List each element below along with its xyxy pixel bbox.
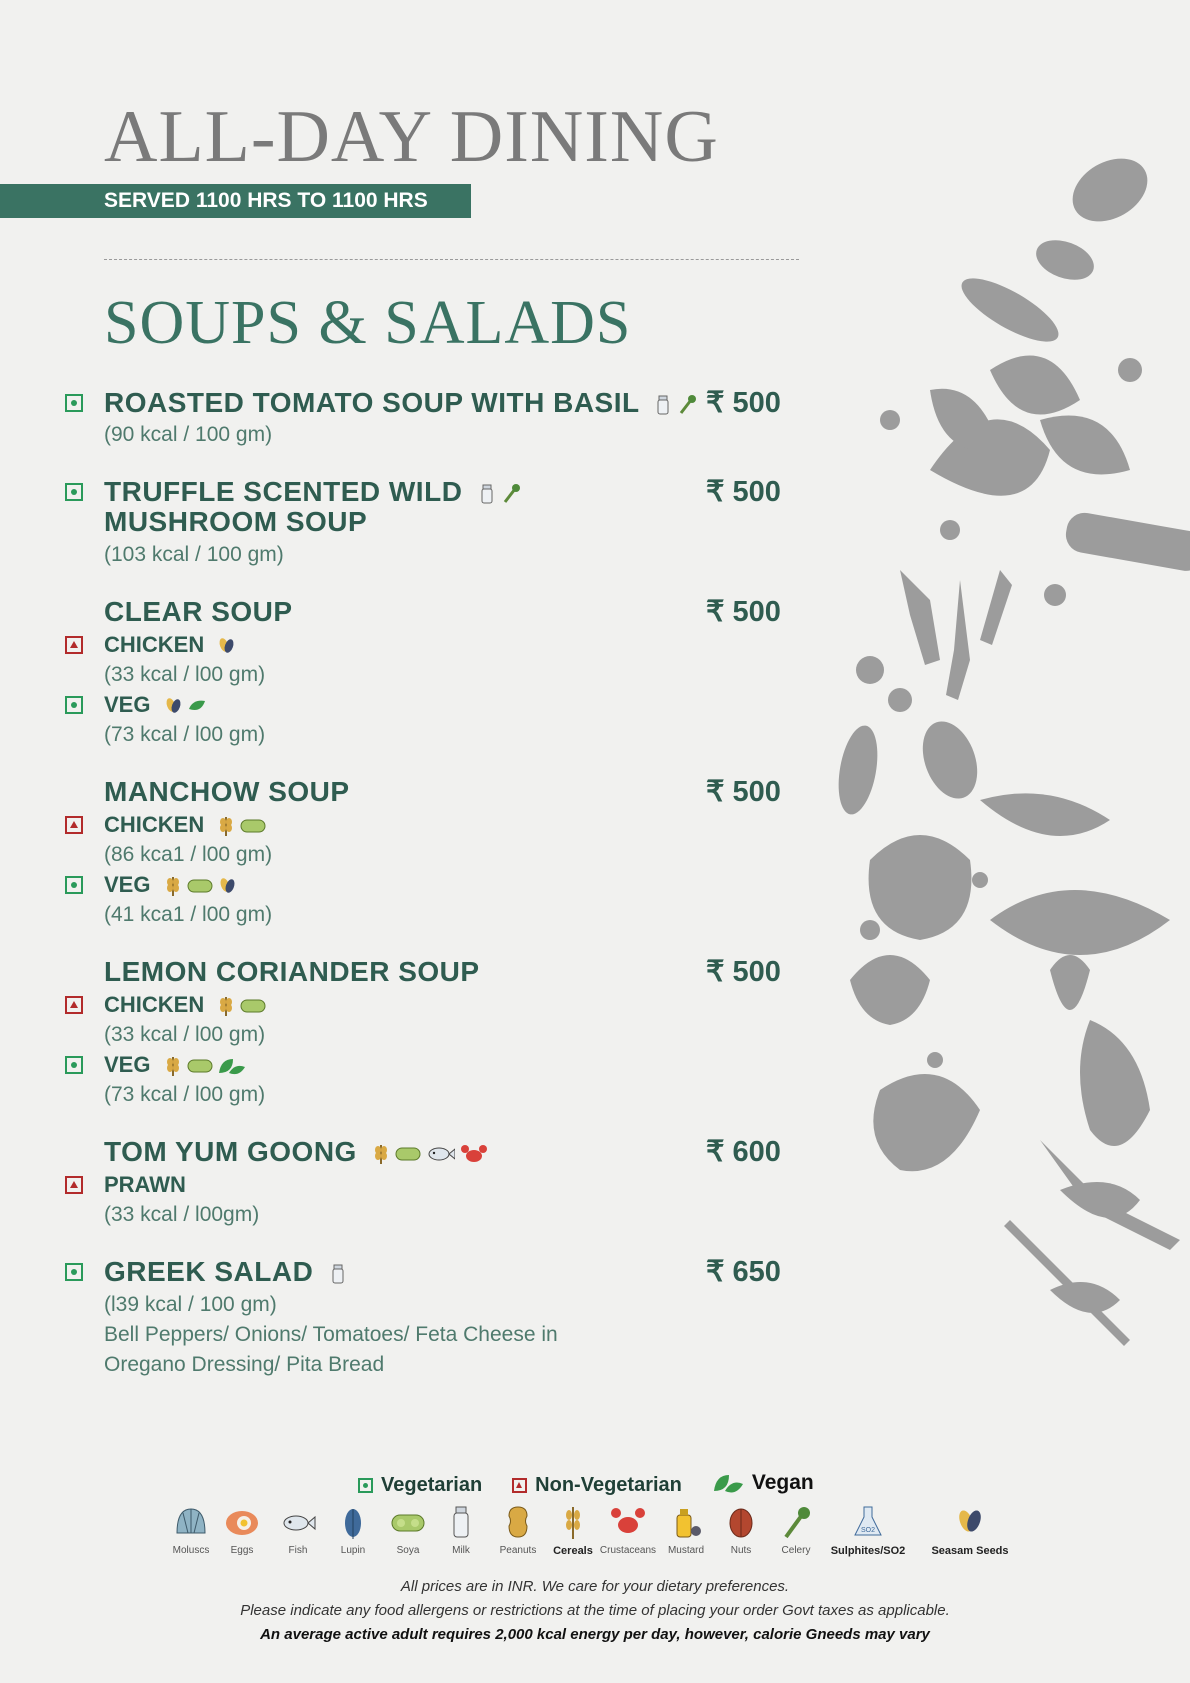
- allergen-celery: Celery: [761, 1505, 831, 1556]
- allergen-icons: [163, 1055, 247, 1077]
- item-price: ₹ 500: [706, 596, 781, 628]
- nonveg-mark: [65, 996, 83, 1014]
- sesame-seeds-icon: [163, 695, 183, 717]
- item-price: ₹ 500: [706, 476, 781, 508]
- fish-icon: [280, 1505, 316, 1539]
- item-price: ₹ 500: [706, 387, 781, 419]
- veg-mark: [65, 483, 83, 501]
- allergen-eggs: Eggs: [207, 1505, 277, 1556]
- legend-vegan: [712, 1471, 814, 1495]
- service-hours-banner: SERVED 1100 HRS TO 1100 HRS: [0, 184, 471, 218]
- mustard-icon: [668, 1505, 704, 1539]
- item-description-line2: Oregano Dressing/ Pita Bread: [104, 1353, 385, 1376]
- soya-icon: [187, 1055, 213, 1077]
- peanuts-icon: [500, 1505, 536, 1539]
- veg-mark: [65, 1056, 83, 1074]
- celery-icon: [677, 394, 697, 416]
- item-description: Bell Peppers/ Onions/ Tomatoes/ Feta Cheese in: [104, 1323, 558, 1346]
- variant-label: [104, 1052, 247, 1078]
- allergen-icons: [328, 1263, 348, 1285]
- variant-calories: (73 kcal / l00 gm): [104, 1083, 266, 1106]
- milk-icon: [328, 1263, 348, 1285]
- soya-icon: [240, 995, 266, 1017]
- item-name-line2: MUSHROOM SOUP: [104, 506, 368, 537]
- nonveg-mark: [512, 1478, 527, 1493]
- nonveg-mark: [65, 636, 83, 654]
- allergen-icons: [371, 1143, 489, 1165]
- footer-allergen-note: Please indicate any food allergens or restrictions at the time of placing your order Govt taxes as applicable.: [240, 1602, 950, 1619]
- eggs-icon: [224, 1505, 260, 1539]
- nonveg-mark: [65, 1176, 83, 1194]
- variant-text: VEG: [104, 692, 151, 717]
- cereals-icon: [163, 1055, 183, 1077]
- variant-calories: (73 kcal / l00 gm): [104, 723, 266, 746]
- allergen-moluscs: Moluscs: [156, 1505, 226, 1556]
- allergen-fish: Fish: [263, 1505, 333, 1556]
- item-name-text: GREEK SALAD: [104, 1256, 314, 1287]
- variant-label: [104, 992, 266, 1018]
- allergen-nuts: Nuts: [706, 1505, 776, 1556]
- menu-item-name: CLEAR SOUP: [104, 596, 293, 627]
- milk-icon: [477, 483, 497, 505]
- variant-text: CHICKEN: [104, 992, 205, 1017]
- allergen-cereals: Cereals: [538, 1505, 608, 1557]
- sulphites-icon: [850, 1505, 886, 1539]
- lupin-icon: [335, 1505, 371, 1539]
- vegan-leaf-icon: [712, 1471, 744, 1495]
- menu-item-name: [104, 477, 521, 507]
- variant-text: VEG: [104, 1052, 151, 1077]
- veg-mark: [358, 1478, 373, 1493]
- moluscs-icon: [173, 1505, 209, 1539]
- page-title: ALL-DAY DINING: [104, 96, 719, 178]
- allergen-icons: [163, 695, 207, 717]
- nuts-icon: [723, 1505, 759, 1539]
- nonveg-mark: [65, 816, 83, 834]
- allergen-icons: [216, 995, 266, 1017]
- variant-label: [104, 872, 237, 898]
- crustaceans-icon: [610, 1505, 646, 1539]
- sesame-seeds-icon: [952, 1505, 988, 1539]
- soya-icon: [395, 1143, 421, 1165]
- allergen-icons: [216, 815, 266, 837]
- dashed-divider: [104, 259, 799, 260]
- cereals-icon: [216, 815, 236, 837]
- variant-calories: (41 kca1 / l00 gm): [104, 903, 273, 926]
- allergen-crustaceans: Crustaceans: [593, 1505, 663, 1556]
- soya-icon: [390, 1505, 426, 1539]
- legend-vegetarian-label: Vegetarian: [381, 1474, 483, 1496]
- menu-item-name: [104, 1137, 489, 1167]
- allergen-icons: [163, 875, 237, 897]
- veg-mark: [65, 696, 83, 714]
- menu-item-name: [104, 1257, 348, 1287]
- variant-text: VEG: [104, 872, 151, 897]
- sesame-seeds-icon: [216, 635, 236, 657]
- allergen-icons: [477, 483, 521, 505]
- item-price: ₹ 600: [706, 1136, 781, 1168]
- allergen-soya: Soya: [373, 1505, 443, 1556]
- cereals-icon: [216, 995, 236, 1017]
- variant-text: CHICKEN: [104, 632, 205, 657]
- allergen-peanuts: Peanuts: [483, 1505, 553, 1556]
- soya-icon: [240, 815, 266, 837]
- menu-item-name: LEMON CORIANDER SOUP: [104, 956, 480, 987]
- item-calories: (90 kcal / 100 gm): [104, 423, 273, 446]
- allergen-key: [156, 1505, 1016, 1575]
- celery-icon: [501, 483, 521, 505]
- variant-calories: (33 kcal / l00 gm): [104, 663, 266, 686]
- legend-nonvegetarian: [512, 1474, 682, 1497]
- allergen-icons: [653, 394, 697, 416]
- veg-mark: [65, 394, 83, 412]
- soya-icon: [187, 875, 213, 897]
- footer-kcal-note: An average active adult requires 2,000 kcal energy per day, however, calorie Gneeds may vary: [260, 1626, 930, 1643]
- cereals-icon: [555, 1505, 591, 1539]
- celery-icon: [778, 1505, 814, 1539]
- menu-item-name: MANCHOW SOUP: [104, 776, 350, 807]
- allergen-mustard: Mustard: [651, 1505, 721, 1556]
- allergen-sesame-seeds: Seasam Seeds: [925, 1505, 1015, 1557]
- item-price: ₹ 500: [706, 956, 781, 988]
- variant-label: [104, 632, 236, 658]
- item-name-text: ROASTED TOMATO SOUP WITH BASIL: [104, 387, 640, 418]
- variant-label: [104, 692, 207, 718]
- item-name-text: TOM YUM GOONG: [104, 1136, 357, 1167]
- item-price: ₹ 650: [706, 1256, 781, 1288]
- variant-calories: (33 kcal / l00gm): [104, 1203, 260, 1226]
- variant-label: [104, 812, 266, 838]
- legend-nonveg-label: Non-Vegetarian: [535, 1474, 682, 1496]
- variant-calories: (33 kcal / l00 gm): [104, 1023, 266, 1046]
- item-calories: (103 kcal / 100 gm): [104, 543, 284, 566]
- sesame-seeds-icon: [217, 875, 237, 897]
- legend-vegan-label: Vegan: [751, 1470, 814, 1494]
- veg-mark: [65, 876, 83, 894]
- milk-icon: [443, 1505, 479, 1539]
- item-calories: (l39 kcal / 100 gm): [104, 1293, 277, 1316]
- cereals-icon: [163, 875, 183, 897]
- allergen-lupin: Lupin: [318, 1505, 388, 1556]
- svg-text:SO2: SO2: [861, 1527, 876, 1534]
- allergen-milk: Milk: [426, 1505, 496, 1556]
- item-price: ₹ 500: [706, 776, 781, 808]
- vegan-leaf-icon: [187, 695, 207, 717]
- vegan-leaf-icon: [217, 1055, 247, 1077]
- footer-prices-note: All prices are in INR. We care for your dietary preferences.: [400, 1578, 790, 1595]
- legend-vegetarian: [358, 1474, 482, 1497]
- variant-label: PRAWN: [104, 1172, 186, 1197]
- menu-item-name: [104, 388, 697, 418]
- veg-mark: [65, 1263, 83, 1281]
- item-name-text: TRUFFLE SCENTED WILD: [104, 476, 463, 507]
- section-title: SOUPS & SALADS: [104, 289, 632, 357]
- variant-text: CHICKEN: [104, 812, 205, 837]
- cereals-icon: [371, 1143, 391, 1165]
- milk-icon: [653, 394, 673, 416]
- diet-legend: [358, 1470, 814, 1497]
- allergen-sulphites: SO2 Sulphites/SO2: [828, 1505, 908, 1557]
- herbs-illustration: [810, 140, 1190, 1400]
- allergen-icons: [216, 635, 236, 657]
- variant-calories: (86 kca1 / l00 gm): [104, 843, 273, 866]
- fish-icon: [425, 1143, 455, 1165]
- crustaceans-icon: [459, 1143, 489, 1165]
